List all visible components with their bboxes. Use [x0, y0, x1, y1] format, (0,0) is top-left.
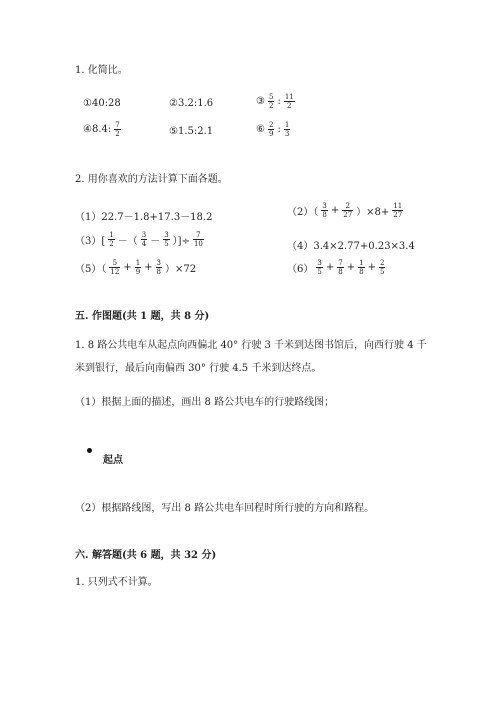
- q2-problem-3: （3）[ $\frac{1}{2}$ －（ $\frac{3}{4}$ － $\frac{3}{5}$ ）]÷ $\frac{7}{10}$: [75, 231, 203, 248]
- q2-problem-2: （2）（ $\frac{3}{8}$ + $\frac{2}{27}$ ）×8+ $\frac{11}{27}$: [287, 202, 403, 219]
- fraction: $\frac{7}{10}$: [193, 231, 203, 248]
- fraction: $\frac{3}{5}$: [164, 231, 169, 248]
- q2-problem-6: （6） $\frac{3}{5}$ + $\frac{7}{8}$ + $\frac{1}{8}$ + $\frac{2}{5}$: [287, 259, 385, 276]
- fraction: $\frac{1}{2}$: [109, 231, 114, 248]
- fraction: $\frac{7}{8}$: [338, 259, 343, 276]
- fraction: $\frac{3}{4}$: [141, 231, 147, 248]
- s5-subquestion-1: （1）根据上面的描述，画出 8 路公共电车的行驶路线图；: [75, 397, 335, 408]
- q2-title: 2. 用你喜欢的方法计算下面各题。: [75, 174, 228, 185]
- fraction: $\frac{1}{3}$: [284, 121, 290, 138]
- q1-item-6: ⑥ $\frac{2}{9}$ : $\frac{1}{3}$: [256, 121, 290, 138]
- section-5-heading: 五. 作图题(共 1 题，共 8 分): [75, 311, 210, 322]
- fraction: $\frac{3}{8}$: [156, 259, 162, 276]
- q1-item-4: ④8.4: $\frac{7}{2}$: [83, 121, 120, 138]
- q1-item-3: ③ $\frac{5}{2}$ : $\frac{11}{2}$: [256, 93, 294, 110]
- s5-text-line-1: 1. 8 路公共电车从起点向西偏北 40° 行驶 3 千米到达图书馆后，向西行驶 4 千: [75, 340, 427, 351]
- fraction: $\frac{2}{27}$: [343, 202, 353, 219]
- s6-question-1: 1. 只列式不计算。: [75, 577, 158, 588]
- q2-problem-4: （4）3.4×2.77+0.23×3.4: [287, 241, 415, 252]
- section-6-heading: 六. 解答题(共 6 题，共 32 分): [75, 550, 217, 561]
- fraction: $\frac{11}{2}$: [284, 93, 294, 110]
- fraction: $\frac{11}{27}$: [393, 202, 403, 219]
- start-point-dot: [87, 448, 92, 453]
- fraction: $\frac{1}{8}$: [359, 259, 364, 276]
- fraction: $\frac{7}{2}$: [115, 121, 120, 138]
- q1-item-2: ②3.2:1.6: [169, 98, 214, 109]
- q1-item-1: ①40:28: [83, 98, 121, 109]
- s5-text-line-2: 米到银行，最后向南偏西 30° 行驶 4.5 千米到达终点。: [75, 363, 322, 374]
- fraction: $\frac{3}{5}$: [317, 259, 322, 276]
- fraction: $\frac{2}{9}$: [268, 121, 274, 138]
- fraction: $\frac{2}{5}$: [379, 259, 385, 276]
- fraction: $\frac{1}{9}$: [135, 259, 141, 276]
- fraction: $\frac{5}{12}$: [110, 259, 120, 276]
- fraction: $\frac{3}{8}$: [322, 202, 327, 219]
- q2-problem-5: （5）（ $\frac{5}{12}$ + $\frac{1}{9}$ + $\frac{3}{8}$ ）×72: [75, 259, 197, 276]
- s5-subquestion-2: （2）根据路线图，写出 8 路公共电车回程时所行驶的方向和路程。: [75, 503, 375, 514]
- fraction: $\frac{5}{2}$: [268, 93, 274, 110]
- q1-title: 1. 化简比。: [75, 65, 128, 76]
- q1-item-5: ⑤1.5:2.1: [169, 126, 214, 137]
- q2-problem-1: （1）22.7－1.8+17.3－18.2: [75, 212, 213, 223]
- start-point-label: 起点: [103, 455, 123, 466]
